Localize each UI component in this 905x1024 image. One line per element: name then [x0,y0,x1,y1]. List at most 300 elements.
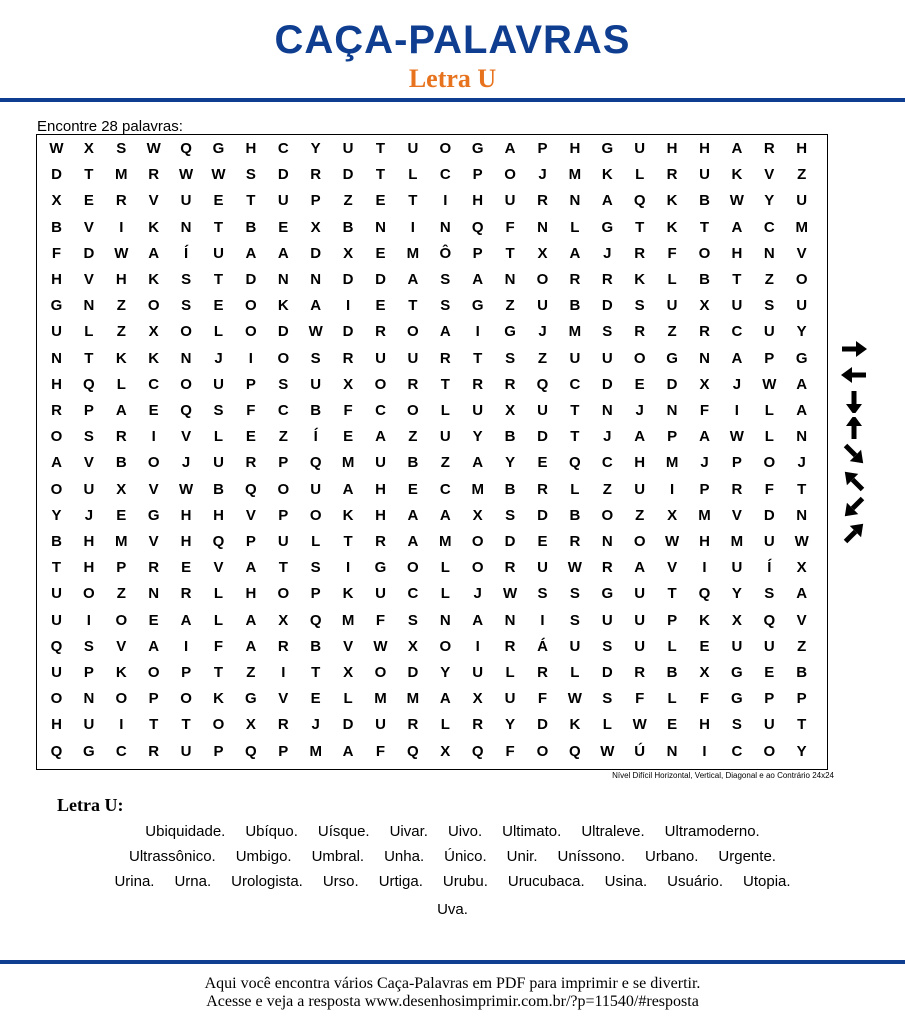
grid-cell: Q [50,742,63,760]
grid-cell: Í [767,559,772,577]
grid-cell: F [246,402,256,419]
grid-cell: U [731,559,743,577]
grid-cell: W [179,480,194,498]
grid-cell: G [731,664,743,681]
grid-cell: H [51,271,62,288]
grid-cell: A [245,244,257,262]
grid-cell: T [84,349,94,367]
grid-cell: J [732,375,742,393]
grid-cell: V [116,637,127,655]
grid-cell: J [311,716,320,734]
grid-cell: B [569,297,581,315]
grid-cell: U [569,637,581,655]
grid-cell: S [116,140,127,157]
word-list-title: Letra U: [57,795,124,815]
grid-cell: Í [313,428,318,446]
grid-cell: D [537,716,548,734]
grid-cell: U [601,611,613,629]
grid-cell: R [537,480,548,498]
grid-cell: G [504,323,516,341]
grid-cell: O [83,585,95,603]
grid-cell: G [601,218,614,236]
word-list-line [0,901,905,918]
grid-cell: N [51,349,62,367]
grid-cell: E [181,559,192,577]
grid-cell: N [504,611,516,629]
grid-cell: Y [731,585,742,603]
word-item: Umbigo. [235,848,292,865]
grid-cell: O [180,375,192,393]
arrow-down-left-icon [836,494,872,520]
grid-cell: R [537,192,548,210]
grid-cell: J [84,506,94,524]
grid-cell: U [375,716,386,734]
grid-cell: X [83,140,94,157]
grid-cell: R [472,716,484,734]
grid-cell: W [729,428,744,446]
grid-cell: B [796,664,808,681]
grid-cell: R [407,375,419,393]
grid-cell: O [277,480,290,498]
grid-cell: E [667,716,678,734]
grid-cell: D [407,664,419,681]
grid-cell: A [634,559,646,577]
grid-cell: G [795,349,808,367]
grid-cell: H [213,506,224,524]
arrow-right-icon [836,336,872,362]
grid-cell: O [147,297,160,315]
grid-cell: U [180,742,192,760]
grid-cell: Q [407,742,419,760]
grid-cell: Q [309,611,322,629]
grid-cell: X [699,375,710,393]
grid-cell: V [181,428,192,446]
grid-cell: O [633,533,646,550]
grid-cell: L [667,637,677,655]
grid-cell: Q [536,375,549,393]
grid-cell: D [342,323,354,341]
grid-cell: G [731,690,743,708]
grid-cell: C [763,218,775,236]
word-item: Único. [444,848,487,865]
grid-cell: B [115,454,127,472]
grid-cell: T [343,533,353,550]
grid-cell: F [343,402,353,419]
grid-cell: V [343,637,354,655]
grid-cell: X [343,375,354,393]
grid-cell: Y [764,192,775,210]
grid-cell: X [51,192,62,210]
grid-cell: N [375,218,386,236]
grid-cell: A [148,244,160,262]
grid-cell: N [439,611,451,629]
grid-cell: U [763,533,775,550]
grid-cell: E [407,480,418,498]
grid-cell: L [84,323,94,341]
grid-cell: R [310,166,322,184]
grid-cell: J [700,454,709,472]
grid-cell: A [245,559,257,577]
grid-cell: N [666,742,678,760]
grid-cell: G [245,690,257,708]
grid-cell: E [375,297,386,315]
grid-cell: O [536,271,549,288]
grid-cell: U [277,192,289,210]
grid-cell: U [51,611,62,629]
grid-cell: P [148,690,159,708]
grid-cell: D [601,297,613,315]
grid-cell: R [504,375,516,393]
grid-cell: E [537,533,548,550]
grid-cell: D [763,506,775,524]
word-item: Usuário. [667,873,724,890]
grid-cell: D [537,506,548,524]
grid-cell: T [797,716,807,734]
grid-cell: E [278,218,289,236]
footer-line-2: Acesse e veja a resposta www.desenhosimprimir.com.br/?p=11540/#resposta [206,993,699,1010]
grid-cell: P [537,140,548,157]
grid-cell: P [472,166,483,184]
grid-cell: A [375,428,386,446]
grid-cell: O [407,323,419,341]
grid-cell: W [794,533,809,550]
grid-cell: A [731,140,743,157]
grid-cell: Á [537,637,548,655]
grid-cell: U [342,140,354,157]
grid-cell: O [50,428,63,446]
word-item: Usina. [604,873,648,890]
grid-cell: J [214,349,223,367]
grid-cell: S [764,297,775,315]
grid-cell: V [764,166,775,184]
grid-cell: U [213,244,224,262]
grid-cell: G [147,506,160,524]
grid-cell: Q [212,533,225,550]
grid-cell: Z [343,192,353,210]
grid-cell: O [536,742,549,760]
grid-cell: P [213,742,224,760]
grid-cell: H [731,244,743,262]
word-item: Urso. [322,873,359,890]
grid-cell: D [277,166,289,184]
grid-cell: Q [698,585,711,603]
grid-cell: G [601,140,614,157]
arrow-up-left-icon [836,468,872,494]
grid-cell: P [699,480,710,498]
grid-cell: I [86,611,91,629]
grid-cell: B [699,192,710,210]
grid-cell: L [343,690,353,708]
grid-cell: N [763,244,775,262]
grid-cell: M [374,690,387,708]
grid-cell: L [667,690,677,708]
grid-cell: T [246,192,256,210]
grid-cell: L [440,716,450,734]
grid-cell: U [796,297,808,315]
grid-cell: E [148,611,159,629]
grid-cell: M [698,506,711,524]
grid-cell: K [699,611,710,629]
grid-cell: Y [796,742,807,760]
grid-cell: R [375,533,386,550]
word-list-line [0,823,905,840]
grid-cell: U [83,480,95,498]
grid-cell: I [443,192,448,210]
grid-cell: J [473,585,482,603]
grid-cell: W [308,323,323,341]
grid-cell: B [245,218,257,236]
word-search-grid [36,134,828,770]
grid-cell: K [148,349,160,367]
grid-cell: W [665,533,680,550]
word-item: Uva. [437,901,468,918]
grid-cell: R [634,323,646,341]
grid-cell: Q [180,140,192,157]
grid-cell: M [568,166,582,184]
grid-cell: H [115,271,127,288]
grid-cell: P [667,428,678,446]
grid-cell: R [666,166,678,184]
grid-cell: R [569,271,581,288]
grid-cell: D [277,323,289,341]
grid-cell: U [277,533,289,550]
grid-cell: T [505,244,515,262]
grid-cell: I [410,218,415,236]
grid-cell: V [245,506,256,524]
grid-cell: Q [569,742,581,760]
grid-cell: X [343,244,354,262]
grid-cell: X [116,480,127,498]
grid-cell: O [471,533,484,550]
grid-cell: O [50,690,63,708]
grid-cell: K [115,664,127,681]
grid-cell: N [601,533,613,550]
grid-cell: O [471,559,484,577]
grid-cell: Z [116,585,126,603]
grid-cell: W [632,716,647,734]
grid-cell: U [504,690,516,708]
word-item: Urna. [174,873,212,890]
grid-cell: P [83,664,94,681]
word-item: Utopia. [743,873,791,890]
grid-cell: E [375,244,386,262]
grid-cell: W [600,742,615,760]
grid-cell: H [634,454,646,472]
grid-cell: G [50,297,63,315]
grid-cell: W [729,192,744,210]
grid-cell: R [180,585,192,603]
grid-cell: H [569,140,581,157]
grid-cell: H [51,716,62,734]
grid-cell: W [49,140,64,157]
grid-cell: K [277,297,289,315]
grid-cell: A [51,454,62,472]
grid-cell: K [666,218,678,236]
grid-cell: O [633,349,646,367]
grid-cell: E [764,664,775,681]
grid-cell: R [634,244,646,262]
grid-cell: R [407,716,419,734]
grid-cell: O [504,166,516,184]
grid-cell: V [667,559,678,577]
grid-cell: M [568,323,582,341]
grid-cell: D [601,664,613,681]
grid-cell: O [795,271,808,288]
grid-cell: U [504,192,516,210]
grid-cell: X [148,323,159,341]
grid-cell: T [84,166,94,184]
bottom-divider [0,960,905,964]
grid-cell: S [213,402,224,419]
grid-cell: B [407,454,419,472]
grid-cell: D [245,271,257,288]
grid-cell: Z [537,349,548,367]
word-item: Urucubaca. [507,873,585,890]
arrow-up-icon [836,415,872,441]
grid-cell: X [472,506,483,524]
word-item: Ubiquidade. [145,823,226,840]
grid-cell: K [601,166,613,184]
grid-cell: R [601,559,613,577]
grid-cell: Z [440,454,450,472]
grid-cell: A [439,323,451,341]
grid-cell: N [439,218,451,236]
grid-cell: X [796,559,807,577]
grid-cell: S [634,297,645,315]
grid-cell: D [537,428,548,446]
grid-cell: B [504,480,516,498]
grid-cell: T [699,218,710,236]
grid-cell: T [732,271,742,288]
grid-cell: L [440,402,450,419]
word-list-line [0,873,905,890]
grid-cell: W [179,166,194,184]
grid-cell: N [601,402,613,419]
grid-cell: N [180,218,192,236]
grid-cell: A [180,611,192,629]
grid-cell: M [115,166,128,184]
grid-cell: S [505,349,516,367]
grid-cell: S [731,716,742,734]
grid-cell: X [343,664,354,681]
grid-cell: Q [50,637,63,655]
grid-cell: T [51,559,62,577]
grid-cell: Ô [439,244,452,262]
footer-line-1: Aqui você encontra vários Caça-Palavras em PDF para imprimir e se divertir. [204,975,701,992]
grid-cell: A [439,690,451,708]
grid-cell: H [180,533,192,550]
grid-cell: W [211,166,226,184]
grid-cell: P [278,454,289,472]
grid-cell: X [245,716,256,734]
grid-cell: V [83,218,94,236]
word-item: Uníssono. [557,848,626,865]
grid-cell: O [245,323,257,341]
grid-cell: L [213,323,224,341]
grid-cell: U [407,349,419,367]
grid-cell: F [505,218,515,236]
grid-cell: X [667,506,678,524]
grid-cell: U [634,611,646,629]
grid-cell: U [537,559,548,577]
grid-cell: I [475,323,480,341]
grid-cell: O [277,585,290,603]
grid-cell: U [634,140,646,157]
grid-cell: I [119,218,124,236]
grid-cell: B [666,664,678,681]
grid-cell: H [245,140,257,157]
grid-cell: I [346,559,351,577]
grid-cell: X [407,637,418,655]
grid-cell: L [570,218,580,236]
grid-cell: H [51,375,62,393]
grid-cell: I [119,716,124,734]
grid-cell: N [148,585,160,603]
grid-cell: U [537,297,548,315]
grid-cell: L [667,271,677,288]
grid-cell: P [731,454,742,472]
grid-cell: Í [184,244,189,262]
grid-cell: T [440,375,450,393]
grid-cell: A [699,428,710,446]
grid-cell: J [603,428,612,446]
word-item: Urina. [114,873,155,890]
grid-cell: O [374,375,387,393]
grid-cell: H [796,140,808,157]
grid-cell: O [212,716,225,734]
grid-cell: H [666,140,678,157]
grid-cell: K [148,271,160,288]
grid-cell: A [245,637,257,655]
grid-cell: H [699,716,710,734]
grid-cell: C [731,742,743,760]
grid-cell: D [83,244,95,262]
grid-cell: V [148,480,159,498]
grid-cell: Q [245,742,257,760]
grid-cell: L [440,559,450,577]
grid-cell: U [213,375,224,393]
grid-cell: G [471,297,484,315]
grid-cell: J [635,402,644,419]
grid-cell: V [278,690,289,708]
grid-cell: H [83,533,95,550]
grid-cell: T [473,349,483,367]
grid-cell: I [702,742,707,760]
grid-cell: D [342,271,354,288]
grid-cell: F [764,480,774,498]
grid-cell: T [375,166,386,184]
grid-cell: A [342,742,354,760]
grid-cell: T [311,664,321,681]
grid-cell: A [504,140,516,157]
grid-cell: U [569,349,581,367]
grid-cell: A [731,349,743,367]
grid-cell: F [699,402,710,419]
grid-cell: O [309,506,322,524]
grid-cell: Z [635,506,645,524]
grid-cell: U [731,297,743,315]
grid-cell: A [796,375,808,393]
grid-cell: I [346,297,351,315]
grid-cell: E [375,192,386,210]
grid-cell: C [148,375,160,393]
word-item: Uivar. [389,823,428,840]
grid-cell: Z [667,323,677,341]
grid-cell: M [309,742,322,760]
grid-cell: U [472,402,484,419]
grid-cell: U [763,637,775,655]
grid-cell: L [570,664,580,681]
